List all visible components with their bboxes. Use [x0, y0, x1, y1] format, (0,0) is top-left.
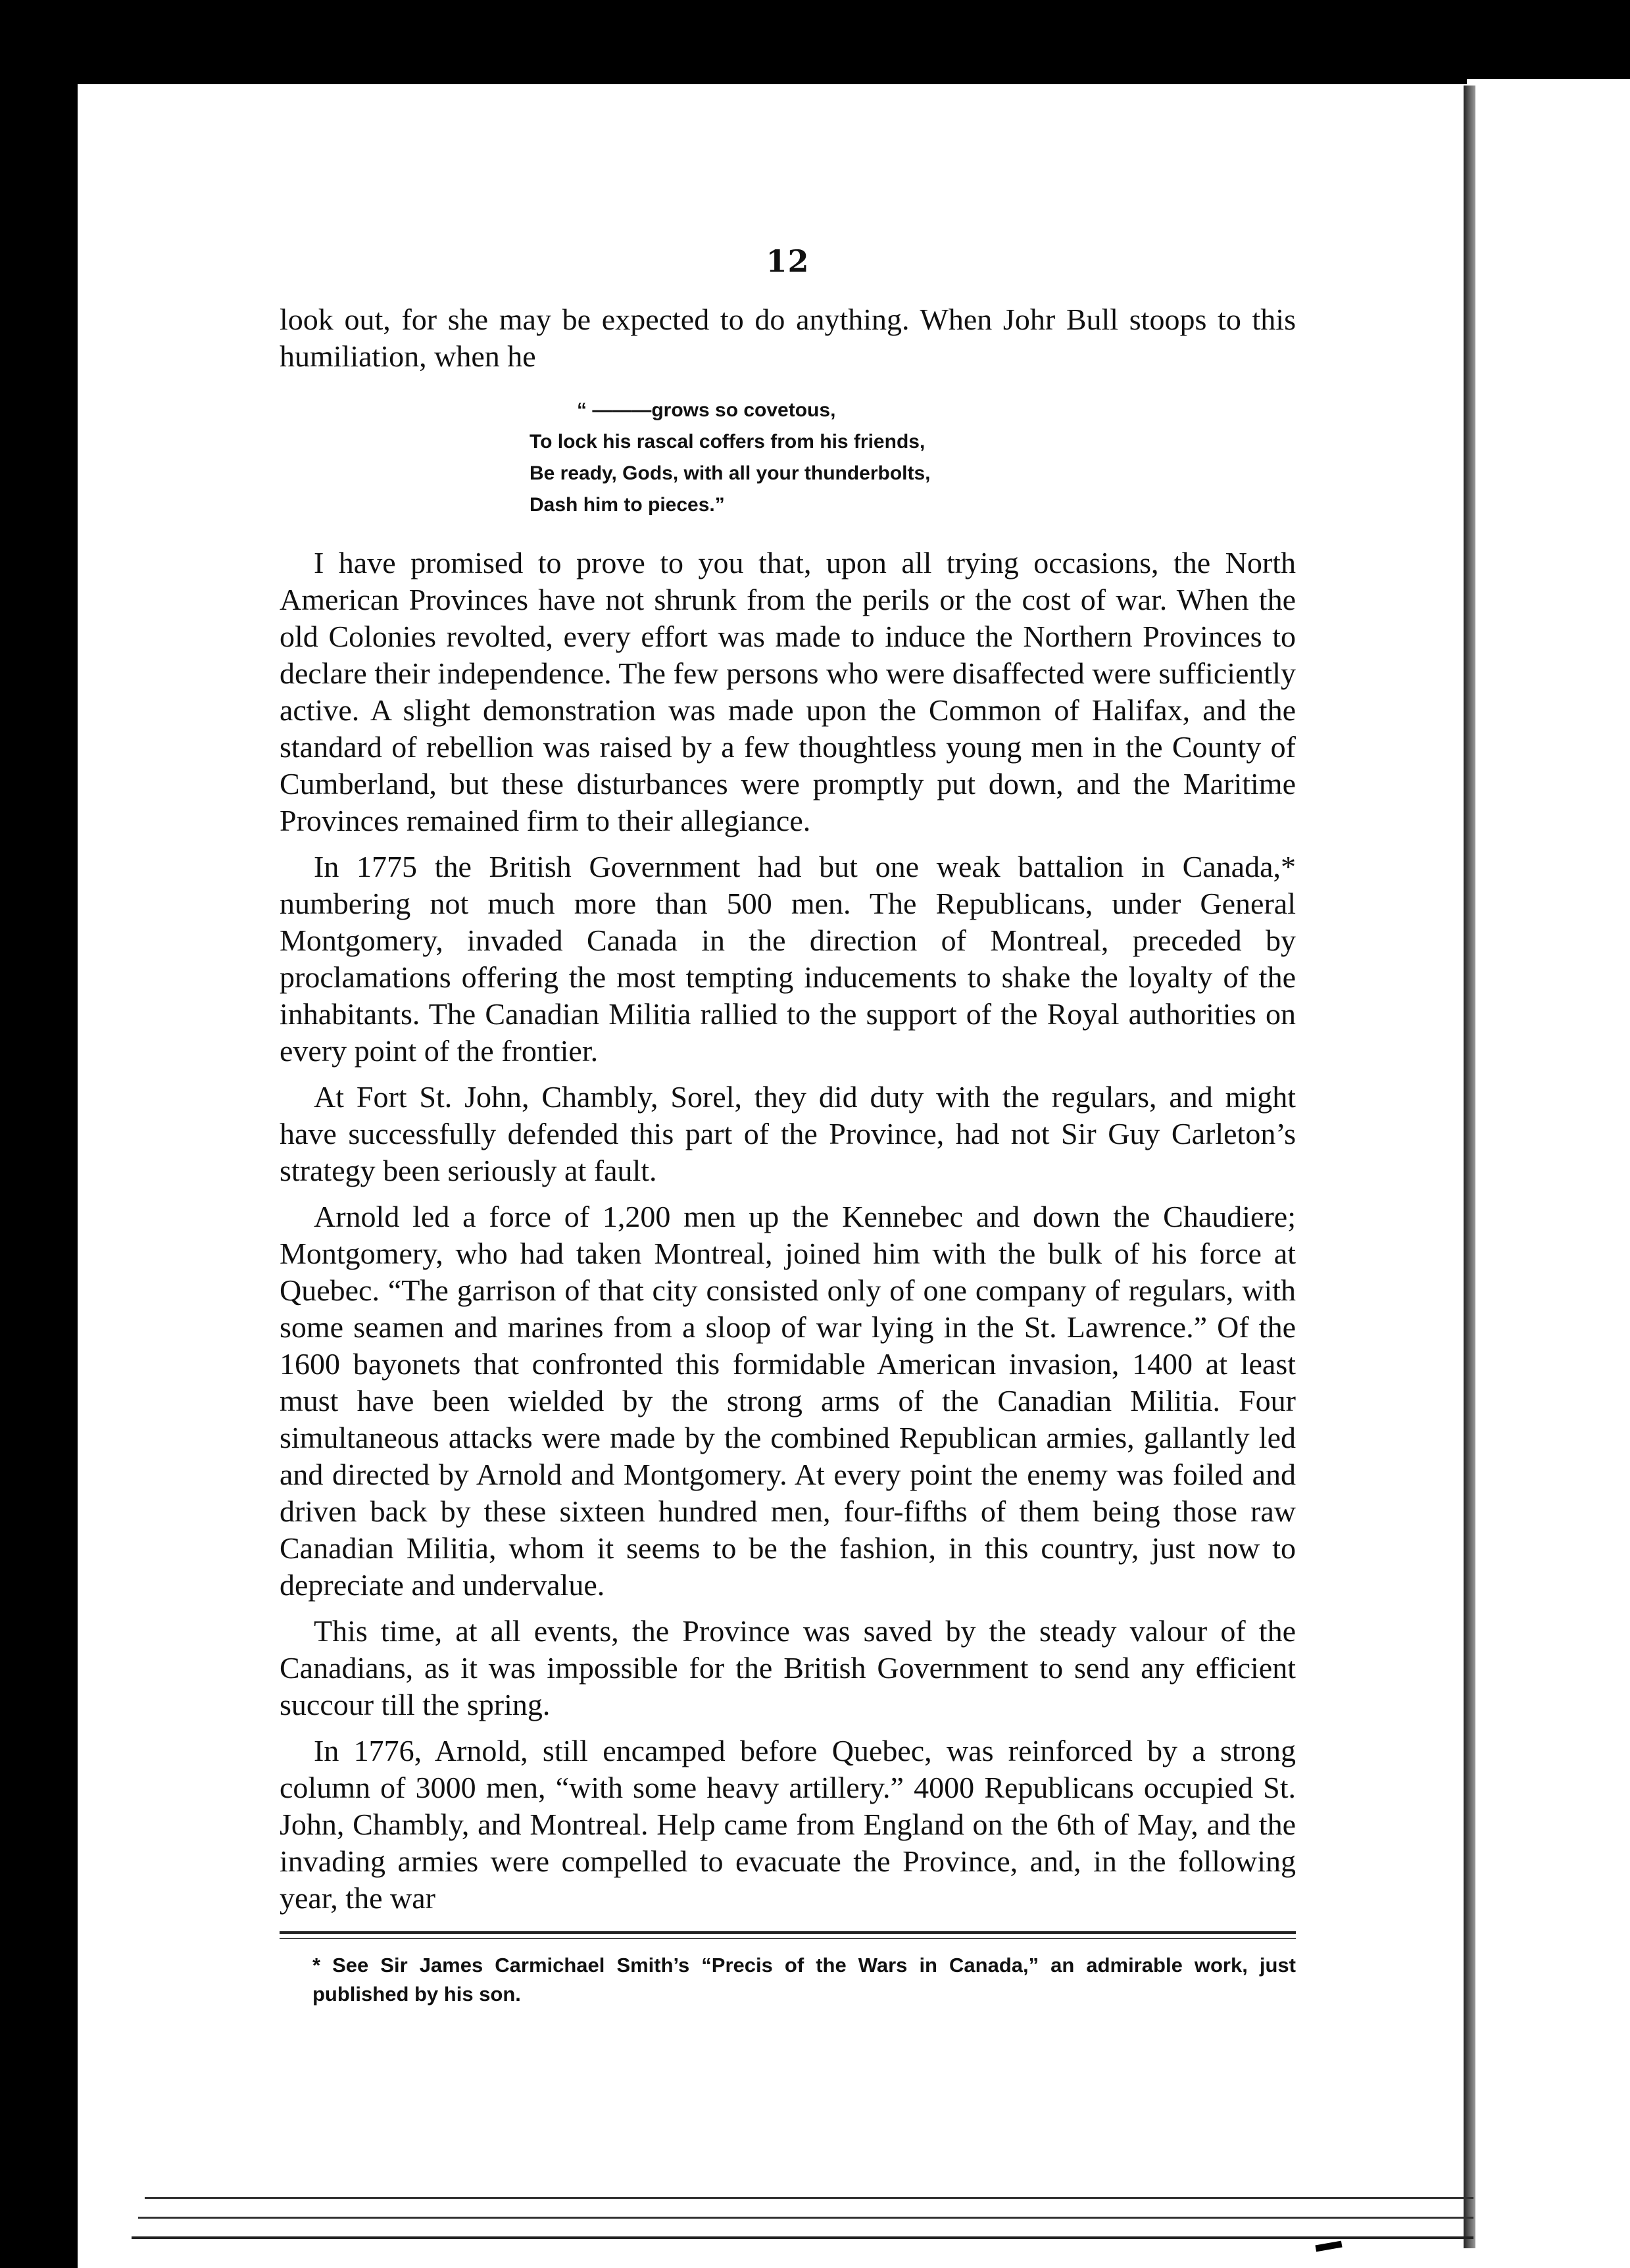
body-paragraph: This time, at all events, the Province was saved by the steady valour of the Canadians, as it was impossible for the British Government to send any efficient succour till the spring.	[280, 1614, 1296, 1721]
scan-bottom-strip	[78, 2248, 1630, 2268]
body-paragraph: In 1776, Arnold, still encamped before Quebec, was reinforced by a strong column of 3000 men, “with some heavy artillery.” 4000 Republicans occupied St. John, Chambly, and Montreal. Help came from England on the 6th of May, and the invading armies were compelled to evacuate the Province, and, in the following year, the war	[280, 1734, 1296, 1915]
quote-line: Dash him to pieces.”	[530, 494, 725, 516]
body-paragraph: I have promised to prove to you that, upon all trying occasions, the North American Provinces have not shrunk from the perils or the cost of war. When the old Colonies revolted, every effort was made to induce the Northern Provinces to declare their independence. The few persons who were disaffected were sufficiently active. A slight demonstration was made upon the Common of Halifax, and the standard of rebellion was raised by a few thoughtless young men in the County of Cumberland, but these disturbances were promptly put down, and the Maritime Provinces remained firm to their allegiance.	[280, 546, 1296, 837]
body-paragraph: In 1775 the British Government had but one weak battalion in Canada,* numbering not much more than 500 men. The Republicans, under General Montgomery, invaded Canada in the direction of Montreal, preceded by proclamations offering the most tempting inducements to shake the loyalty of the inhabitants. The Canadian Militia rallied to the support of the Royal authorities on every point of the frontier.	[280, 850, 1296, 1068]
scan-left-margin	[0, 0, 78, 2268]
page-edges	[132, 2171, 1473, 2239]
quote-line: Be ready, Gods, with all your thunderbolts,	[530, 462, 931, 484]
quote-line: To lock his rascal coffers from his friends,	[530, 431, 926, 453]
body-paragraph: At Fort St. John, Chambly, Sorel, they did duty with the regulars, and might have successfully defended this part of the Province, had not Sir Guy Carleton’s strategy been seriously at fault.	[280, 1080, 1296, 1187]
body-paragraph: Arnold led a force of 1,200 men up the Kennebec and down the Chaudiere; Montgomery, who had taken Montreal, joined him with the bulk of his force at Quebec. “The garrison of that city consisted only of one company of regulars, with some seamen and marines from a sloop of war lying in the St. Lawrence.” Of the 1600 bayonets that confronted this formidable American invasion, 1400 at least must have been wielded by the strong arms of the Canadian Militia. Four simultaneous attacks were made by the combined Republican armies, gallantly led and directed by Arnold and Montgomery. At every point the enemy was foiled and driven back by these sixteen hundred men, four-fifths of them being those raw Canadian Militia, whom it seems to be the fashion, in this country, just now to depreciate and undervalue.	[280, 1200, 1296, 1602]
quote-line: “ ———grows so covetous,	[577, 399, 836, 421]
footnote-divider	[280, 1931, 1296, 1934]
scan-speck	[61, 1467, 66, 1493]
page-number: 12	[766, 243, 810, 279]
book-spine	[1464, 86, 1475, 2268]
page-content	[280, 243, 1296, 2009]
footnote-divider-thin	[280, 1938, 1296, 1939]
scan-top-margin	[0, 0, 1630, 86]
facing-page	[1467, 79, 1630, 2268]
opening-paragraph: look out, for she may be expected to do anything. When Johr Bull stoops to this humiliation, when he	[280, 303, 1296, 373]
verse-quotation	[530, 395, 1296, 521]
footnote: * See Sir James Carmichael Smith’s “Precis of the Wars in Canada,” an admirable work, just published by his son.	[312, 1954, 1296, 2006]
